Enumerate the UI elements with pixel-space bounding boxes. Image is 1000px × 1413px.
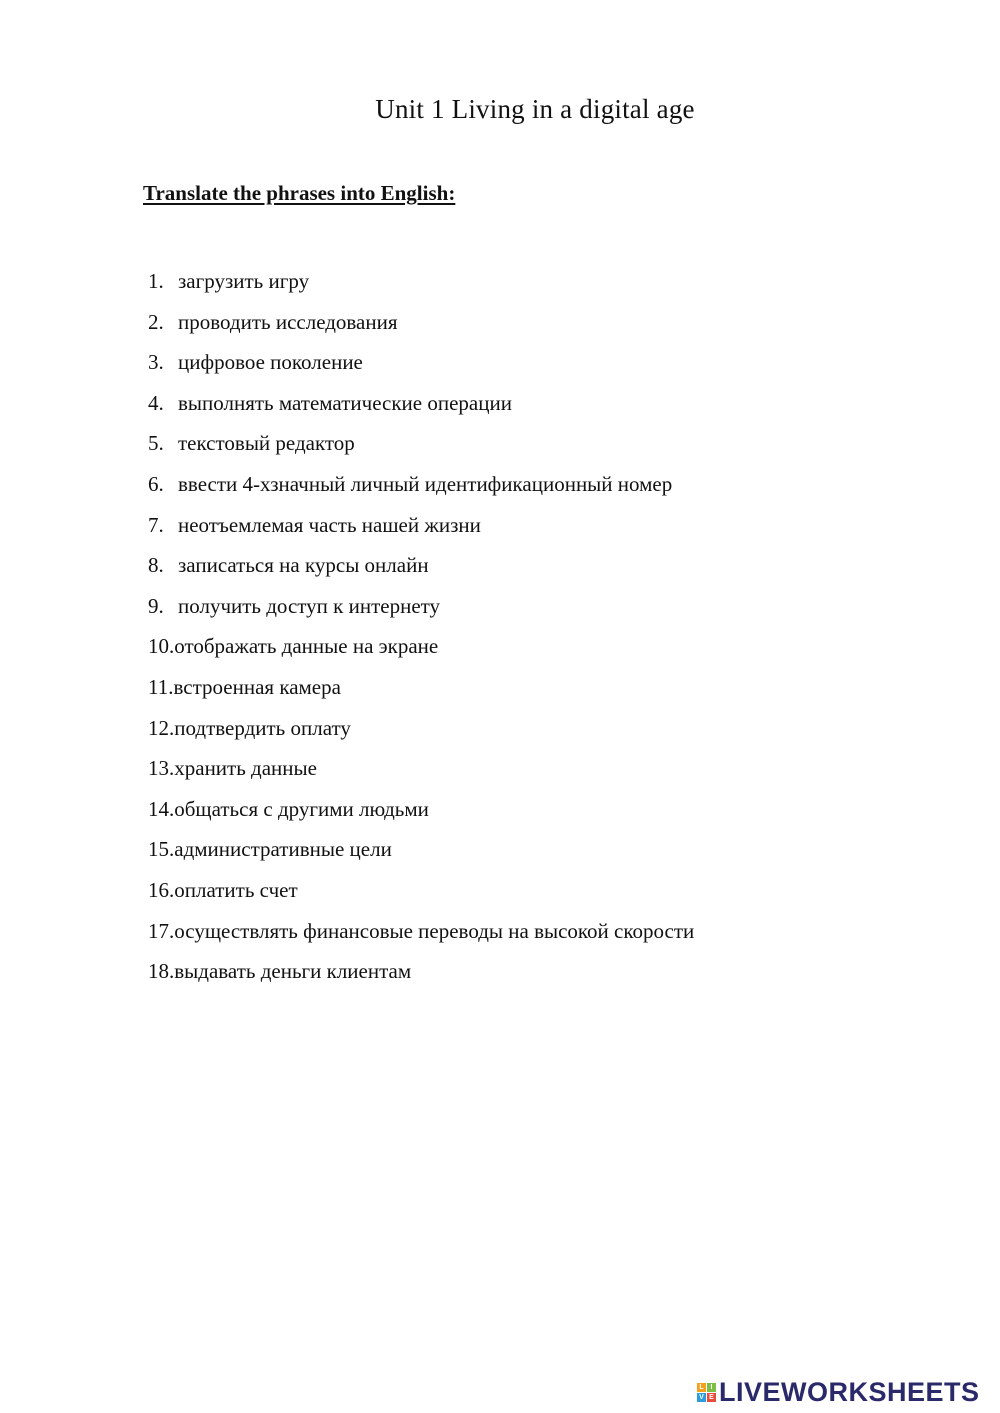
list-item [148,753,694,794]
item-number: 2. [148,309,164,334]
item-number: 8. [148,553,164,578]
logo-letter-l: L [697,1383,706,1392]
list-item [148,307,694,348]
logo-mark-icon [697,1383,716,1402]
item-text: общаться с другими людьми [174,796,429,821]
logo-letter-v: V [697,1393,706,1402]
item-text: ввести 4-хзначный личный идентификационный номер [178,471,673,496]
item-text: встроенная камера [173,674,341,699]
list-item [148,794,694,835]
item-number: 3. [148,350,164,375]
item-text: цифровое поколение [178,350,363,375]
item-text: оплатить счет [174,877,298,902]
item-text: текстовый редактор [178,431,355,456]
item-text: отображать данные на экране [174,634,439,659]
item-number: 14. [148,796,175,821]
list-item [148,834,694,875]
list-item [148,875,694,916]
item-number: 13. [148,756,175,781]
logo-letter-e: E [707,1393,716,1402]
liveworksheets-logo[interactable] [697,1377,980,1407]
item-number: 15. [148,837,175,862]
list-item [148,550,694,591]
item-text: осуществлять финансовые переводы на высокой скорости [174,918,695,943]
list-item [148,713,694,754]
list-item [148,591,694,632]
list-item [148,956,694,997]
item-number: 9. [148,593,164,618]
item-number: 10. [148,634,175,659]
item-number: 4. [148,390,164,415]
list-item [148,347,694,388]
item-text: получить доступ к интернету [178,593,441,618]
item-text: неотъемлемая часть нашей жизни [178,512,481,537]
item-number: 1. [148,269,164,293]
list-item [148,510,694,551]
item-number: 17. [148,918,175,943]
list-item [148,672,694,713]
item-text: административные цели [174,837,392,862]
item-text: хранить данные [174,756,317,781]
phrase-list [148,266,694,997]
item-number: 18. [148,959,175,984]
list-item [148,388,694,429]
item-number: 11. [148,674,174,699]
instruction-heading: Translate the phrases into English: [143,181,456,205]
item-text: записаться на курсы онлайн [178,553,429,578]
list-item [148,266,694,307]
item-number: 7. [148,512,164,537]
list-item [148,631,694,672]
item-number: 6. [148,471,164,496]
list-item [148,916,694,957]
item-text: выдавать деньги клиентам [174,959,412,984]
logo-text: LIVEWORKSHEETS [719,1377,980,1407]
item-text: загрузить игру [178,269,310,293]
item-number: 12. [148,715,175,740]
item-number: 16. [148,877,175,902]
item-text: выполнять математические операции [178,390,512,415]
item-text: подтвердить оплату [174,715,351,740]
item-number: 5. [148,431,164,456]
logo-letter-i: I [707,1383,716,1392]
page-title: Unit 1 Living in a digital age [375,94,695,124]
list-item [148,469,694,510]
list-item [148,428,694,469]
item-text: проводить исследования [178,309,398,334]
